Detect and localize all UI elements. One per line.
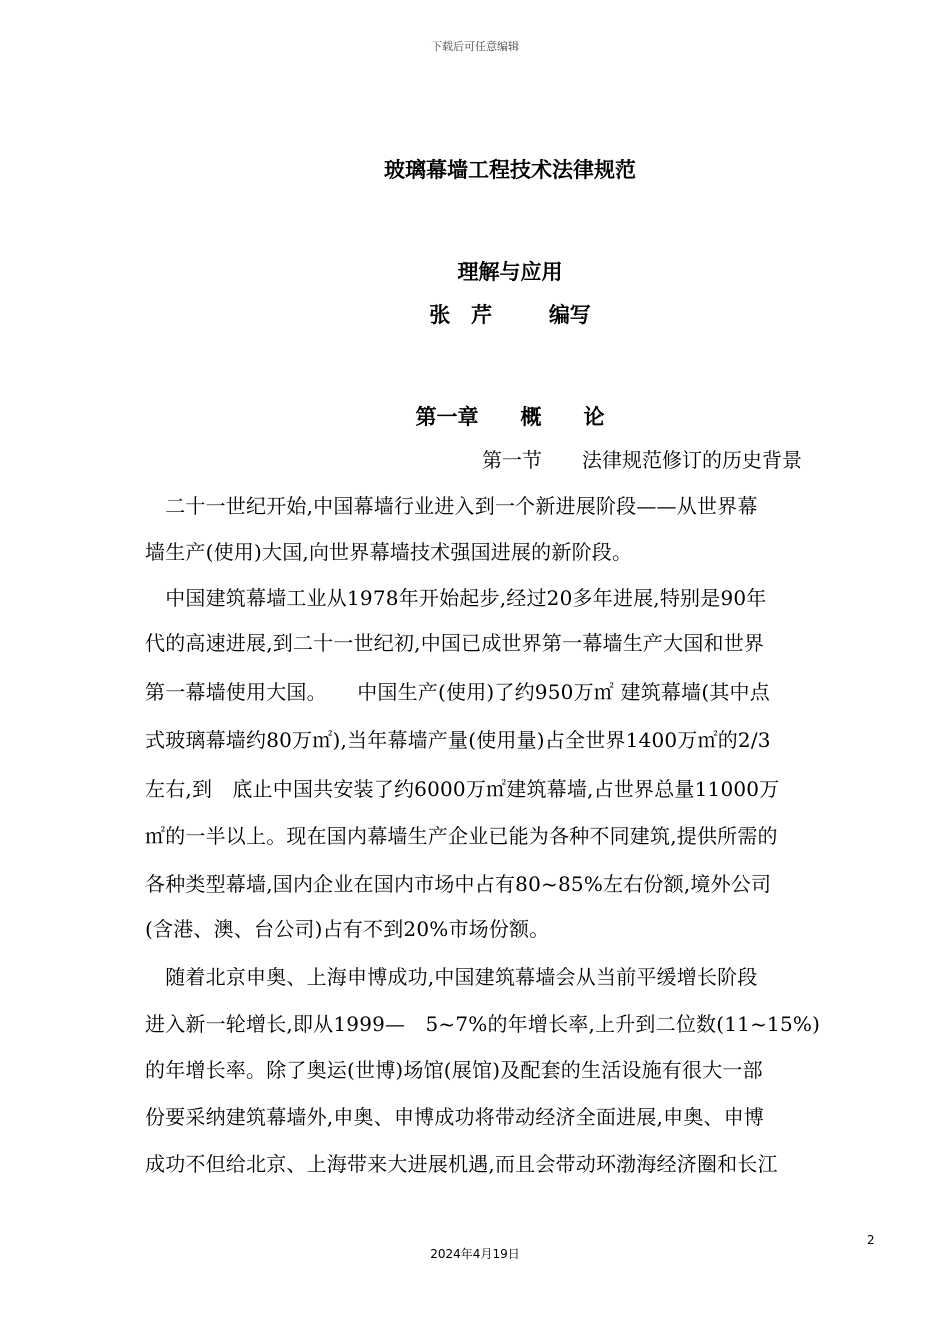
section-heading: 第一节 法律规范修订的历史背景 [482,448,802,472]
body-line: 第一幕墙使用大国。 中国生产(使用)了约950万㎡ 建筑幕墙(其中点 [145,680,770,704]
body-line: 中国建筑幕墙工业从1978年开始起步,经过20多年进展,特别是90年 [145,586,767,610]
document-subtitle: 理解与应用 [457,260,563,284]
body-line: ㎡的一半以上。现在国内幕墙生产企业已能为各种不同建筑,提供所需的 [145,824,778,848]
body-line: 进入新一轮增长,即从1999— 5~7%的年增长率,上升到二位数(11~15%) [145,1012,821,1036]
author-line [0,299,950,329]
body-line: 随着北京申奥、上海申博成功,中国建筑幕墙会从当前平缓增长阶段 [145,965,758,989]
body-line: 各种类型幕墙,国内企业在国内市场中占有80~85%左右份额,境外公司 [145,872,772,896]
body-line: 代的高速进展,到二十一世纪初,中国已成世界第一幕墙生产大国和世界 [145,631,765,655]
body-line: 墙生产(使用)大国,向世界幕墙技术强国进展的新阶段。 [145,540,633,564]
body-line: 成功不但给北京、上海带来大进展机遇,而且会带动环渤海经济圈和长江 [145,1152,778,1176]
chapter-heading: 第一章 概 论 [415,405,605,429]
page-number: 2 [867,1233,875,1247]
body-line: 份要采纳建筑幕墙外,申奥、申博成功将带动经济全面进展,申奥、申博 [145,1105,765,1129]
footer-date: 2024年4月19日 [430,1247,520,1261]
body-line: 左右,到 底止中国共安装了约6000万㎡建筑幕墙,占世界总量11000万 [145,777,780,801]
page-header-note: 下载后可任意编辑 [431,40,519,53]
document-title: 玻璃幕墙工程技术法律规范 [384,158,636,182]
body-line: 二十一世纪开始,中国幕墙行业进入到一个新进展阶段——从世界幕 [145,494,758,518]
author-name: 张 芹 [429,303,493,327]
body-line: 的年增长率。除了奥运(世博)场馆(展馆)及配套的生活设施有很大一部 [145,1058,763,1082]
author-role: 编写 [548,303,591,327]
body-line: 式玻璃幕墙约80万㎡),当年幕墙产量(使用量)占全世界1400万㎡的2/3 [145,728,771,752]
body-line: (含港、澳、台公司)占有不到20%市场份额。 [145,917,550,941]
